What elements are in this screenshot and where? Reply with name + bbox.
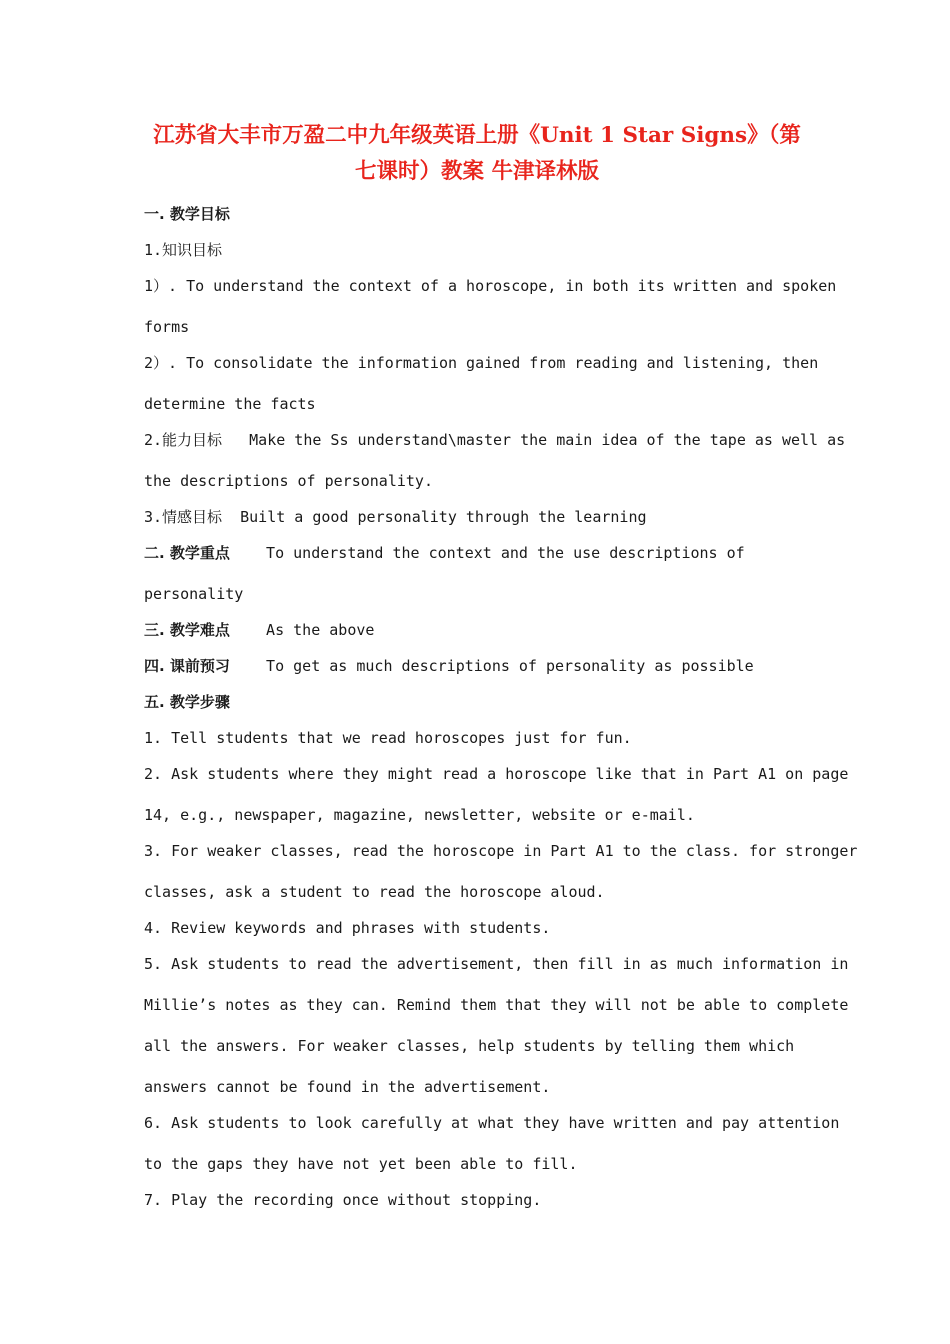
objective-emotion	[144, 507, 810, 527]
ability-label: 2.能力目标	[144, 431, 223, 449]
emotion-label: 3.情感目标	[144, 508, 223, 526]
ability-text: Make the Ss understand\master the main idea of the tape as well as	[222, 431, 846, 449]
step-6: 6. Ask students to look carefully at what they have written and pay attention	[144, 1114, 840, 1132]
objective-item-2-cont: determine the facts	[144, 395, 316, 413]
step-1: 1. Tell students that we read horoscopes just for fun.	[144, 729, 632, 747]
section-heading-preview: 四. 课前预习	[144, 657, 230, 675]
step-4: 4. Review keywords and phrases with students.	[144, 919, 551, 937]
step-5-cont-3: answers cannot be found in the advertisement.	[144, 1078, 551, 1096]
section-preview	[144, 656, 810, 676]
emotion-text: Built a good personality through the learning	[222, 508, 647, 526]
step-7: 7. Play the recording once without stopping.	[144, 1191, 542, 1209]
title-line-1: 江苏省大丰市万盈二中九年级英语上册《Unit 1 Star Signs》（第	[153, 123, 801, 148]
step-5-cont-2: all the answers. For weaker classes, help students by telling them which	[144, 1037, 795, 1055]
section-heading-objectives: 一. 教学目标	[144, 205, 230, 223]
section-key-points	[144, 543, 810, 563]
objective-item-2: 2）. To consolidate the information gained from reading and listening, then	[144, 354, 819, 372]
difficulties-text: As the above	[229, 621, 375, 639]
step-5-cont-1: Millie’s notes as they can. Remind them that they will not be able to complete	[144, 996, 849, 1014]
objective-item-1: 1）. To understand the context of a horoscope, in both its written and spoken	[144, 277, 837, 295]
step-2-cont: 14, e.g., newspaper, magazine, newsletter, website or e-mail.	[144, 806, 695, 824]
title-line-2: 七课时）教案 牛津译林版	[355, 159, 599, 184]
objective-ability-cont: the descriptions of personality.	[144, 472, 433, 490]
objective-item-1-cont: forms	[144, 318, 190, 336]
step-2: 2. Ask students where they might read a horoscope like that in Part A1 on page	[144, 765, 849, 783]
step-5: 5. Ask students to read the advertisement, then fill in as much information in	[144, 955, 849, 973]
step-6-cont: to the gaps they have not yet been able to fill.	[144, 1155, 578, 1173]
section-heading-difficulties: 三. 教学难点	[144, 621, 230, 639]
section-heading-key-points: 二. 教学重点	[144, 544, 230, 562]
section-difficulties	[144, 620, 810, 640]
step-3-cont: classes, ask a student to read the horoscope aloud.	[144, 883, 605, 901]
step-3: 3. For weaker classes, read the horoscope in Part A1 to the class. for stronger	[144, 842, 858, 860]
section-heading-steps: 五. 教学步骤	[144, 693, 230, 711]
document-page	[144, 118, 858, 1210]
preview-text: To get as much descriptions of personality as possible	[229, 657, 754, 675]
objective-ability	[144, 430, 846, 450]
key-points-text: To understand the context and the use descriptions of	[229, 544, 745, 562]
subheading-knowledge: 1.知识目标	[144, 241, 223, 259]
document-title	[144, 118, 810, 190]
key-points-text-cont: personality	[144, 585, 244, 603]
